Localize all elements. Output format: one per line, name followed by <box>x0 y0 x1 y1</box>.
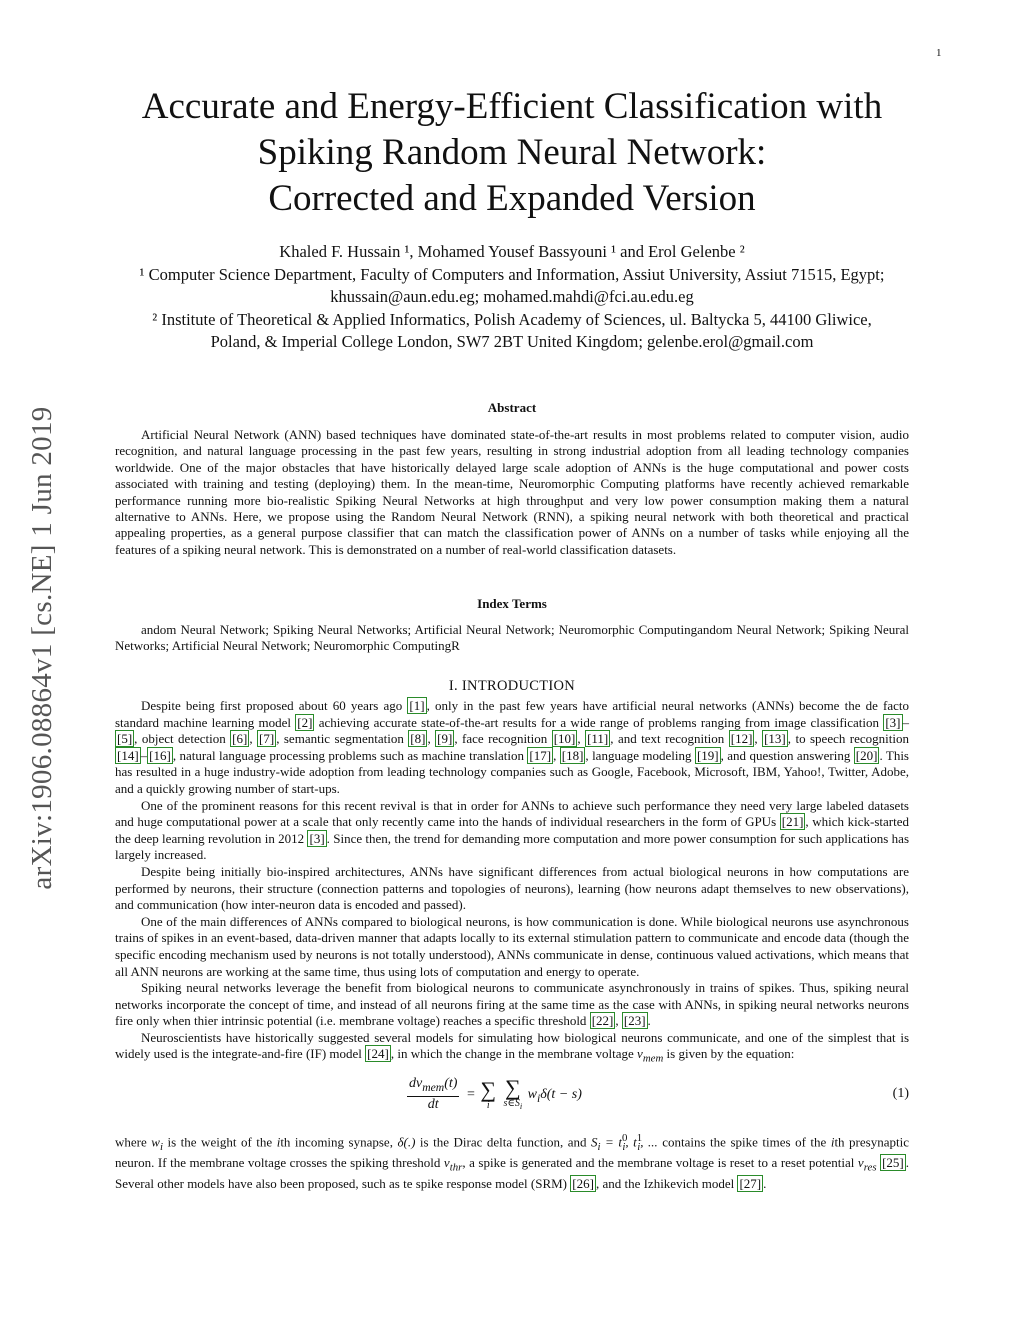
introduction-body <box>115 698 909 1193</box>
paragraph-4: One of the main differences of ANNs compared to biological neurons, is how communication is done. While biological neurons use asynchronous trains of spikes in an event-based, data-driven manner that adapts locally to its external stimulation pattern to communicate and encode data (though the specific encoding mechanism used by neurons is not totally understood), ANNs communicate in dense, continuous valued activations, which means that all ANN neurons are working at the same time, thus using lots of computation and energy to operate. <box>115 913 909 979</box>
abstract-text: Artificial Neural Network (ANN) based techniques have dominated state-of-the-art results in most problems related to computer vision, audio recognition, and natural language processing in the past few years, resulting in strong industrial adoption from all leading technology companies worldwide. One of the major obstacles that have historically delayed large scale adoption of ANNs is the huge computational and power costs associated with training and testing (deploying) them. In the mean-time, Neuromorphic Computing platforms have recently achieved remarkable performance running more bio-realistic Spiking Neural Networks at high throughput and very low power consumption making them a natural alternative to ANNs. Here, we propose using the Random Neural Network (RNN), a spiking neural network with both theoretical and practical appealing properties, as a general purpose classifier that can match the classification power of ANNs on a number of tasks while enjoying all the features of a spiking neural network. This is demonstrated on a number of real-world classification datasets. <box>115 427 909 557</box>
citation-link[interactable]: [16] <box>149 747 171 763</box>
section-heading-introduction <box>115 678 909 694</box>
citation-link[interactable]: [5] <box>117 731 133 747</box>
citation-link[interactable]: [1] <box>409 698 425 713</box>
citation-link[interactable]: [20] <box>855 747 878 763</box>
summation-symbol: ∑ $s\in S_i$ <box>503 1075 523 1112</box>
paragraph-5: Spiking neural networks leverage the benefit from biological neurons to communicate asynchronously in trains of spikes. Thus, spiking neural networks incorporate the concept of time, and instead of all neurons firing at the same time as the case with ANNs, in spiking neural networks neurons fire only when thier intrinsic potential (i.e. membrane voltage) reaches a specific threshold [22] , [23] . <box>115 980 909 1029</box>
citation-link[interactable]: [14] <box>117 747 139 763</box>
citation-link[interactable]: [6] <box>232 731 248 747</box>
equation-number: (1) <box>892 1085 909 1101</box>
citation-link[interactable]: [25] <box>882 1155 904 1171</box>
title-line-2: Spiking Random Neural Network: <box>257 132 767 173</box>
citation-link[interactable]: [23] <box>623 1013 646 1029</box>
section-first-letter: I <box>461 678 468 694</box>
citation-link[interactable]: [10] <box>553 731 576 747</box>
equation-fraction: $\frac{dv_{mem}(t)}{dt}$ <box>409 1075 458 1113</box>
citation-link[interactable]: [3] <box>885 714 901 730</box>
title-line-3: Corrected and Expanded Version <box>268 178 756 219</box>
paragraph-3: Despite being initially bio-inspired architectures, ANNs have significant differences from actual biological neurons in how computations are performed by neurons, their structure (connection patterns and topologies of neurons), learning (how neurons adapt themselves to new observations), and communication (how inter-neuron data is encoded and passed). <box>115 863 909 913</box>
section-number: I. <box>448 678 462 694</box>
page-number: 1 <box>936 47 942 59</box>
citation-link[interactable]: [19] <box>696 747 719 763</box>
index-terms-heading: Index Terms <box>477 596 547 611</box>
author-block <box>60 241 964 354</box>
paragraph-1: Despite being first proposed about 60 years ago [1] , only in the past few years have artificial neural networks (ANNs) become the de facto standard machine learning model [2] achieving accurate state-of-the-art results for a wide range of problems ranging from image classification [3] –[5] , object detection [6] , [7] , semantic segmentation [8] , [9] , face recognition [10] , [11] , and text recognition [12] , [13] , to speech recognition [14] – [16] , natural language processing problems such as machine translation [17] , [18] , language modeling [19] , and question answering [20] . This has resulted in a huge industry-wide adoption from leading technology companies such as Google, Facebook, Microsoft, IBM, Yahoo!, Twitter, Adobe, and a quickly growing number of start-ups. <box>115 698 910 796</box>
affiliation-1: ¹ Computer Science Department, Faculty of Computers and Information, Assiut University, Assiut 71515, Egypt; <box>139 264 885 284</box>
affiliation-2b: Poland, & Imperial College London, SW7 2BT United Kingdom; gelenbe.erol@gmail.com <box>210 332 814 351</box>
affiliation-2a: ² Institute of Theoretical & Applied Informatics, Polish Academy of Sciences, ul. Baltycka 5, 44100 Gliwice, <box>152 309 872 329</box>
citation-link[interactable]: [11] <box>587 731 609 747</box>
citation-link[interactable]: [17] <box>529 747 552 763</box>
citation-link[interactable]: [24] <box>367 1046 389 1062</box>
paragraph-6: Neuroscientists have historically suggested several models for simulating how biological neurons communicate, and one of the simplest that is widely used is the integrate-and-fire (IF) model [24] , in which the change in the membrane voltage $v_{mem}$ is given by the equation: <box>115 1029 909 1066</box>
abstract-heading: Abstract <box>487 400 537 415</box>
paragraph-2: One of the prominent reasons for this recent revival is that in order for ANNs to achieve such performance they need very large labeled datasets and huge computational power at a scale that only recently came into the hands of individual researchers in the form of GPUs [21] , which kick-started the deep learning revolution in 2012 [3] . Since then, the trend for demanding more computation and more power consumption for such applications has largely increased. <box>115 797 910 863</box>
paragraph-7: where $w_i$ is the weight of the ith incoming synapse, δ(.) is the Dirac delta function, and $S_i = t^0_i$, $t^1_i$, ... contains the spike times of the ith presynaptic neuron. If the membrane voltage crosses the spiking threshold $v_{thr}$, a spike is generated and the membrane voltage is reset to a reset potential $v_{res}$ [25] . Several other models have also been proposed, such as te spike response model (SRM) [26] , and the Izhikevich model [27] . <box>115 1131 910 1192</box>
arxiv-stamp: arXiv:1906.08864v1 [cs.NE] 1 Jun 2019 <box>26 406 58 890</box>
citation-link[interactable]: [3] <box>309 830 325 846</box>
author-names: Khaled F. Hussain ¹, Mohamed Yousef Bassyouni ¹ and Erol Gelenbe ² <box>279 242 745 261</box>
summation-symbol: ∑ i <box>480 1076 497 1111</box>
citation-link[interactable]: [22] <box>591 1013 614 1029</box>
citation-link[interactable]: [2] <box>297 714 313 730</box>
citation-link[interactable]: [13] <box>764 731 786 747</box>
citation-link[interactable]: [9] <box>437 731 453 747</box>
section-title-rest: NTRODUCTION <box>467 678 576 694</box>
citation-link[interactable]: [12] <box>730 731 753 747</box>
email-line: khussain@aun.edu.eg; mohamed.mahdi@fci.au.edu.eg <box>330 287 694 306</box>
equation-1 <box>115 1072 909 1124</box>
equation-body: $\frac{dv_{mem}(t)}{dt}$ = ∑ i ∑ $s\in S_i$ $w_i\delta(t - s)$ <box>409 1075 582 1113</box>
title-line-1: Accurate and Energy-Efficient Classification with <box>141 86 883 127</box>
citation-link[interactable]: [26] <box>572 1176 594 1192</box>
citation-link[interactable]: [21] <box>781 814 804 830</box>
paper-title <box>80 84 944 222</box>
index-terms-text: andom Neural Network; Spiking Neural Networks; Artificial Neural Network; Neuromorphic Computingandom Neural Network; Spiking Neural Networks; Artificial Neural Network; Neuromorphic ComputingR <box>115 622 909 654</box>
citation-link[interactable]: [27] <box>739 1176 762 1192</box>
citation-link[interactable]: [8] <box>410 731 426 747</box>
citation-link[interactable]: [7] <box>259 731 275 747</box>
citation-link[interactable]: [18] <box>561 747 584 763</box>
